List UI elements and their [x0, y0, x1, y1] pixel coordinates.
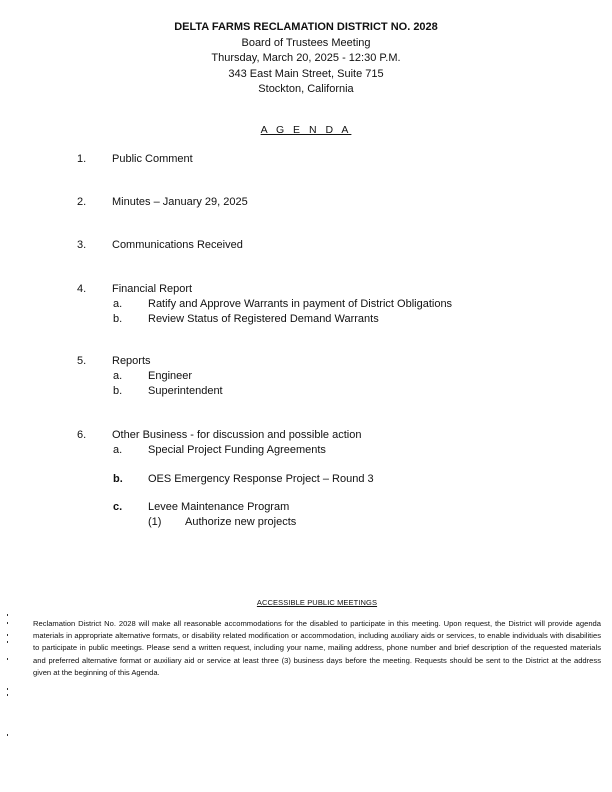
item-label: Other Business - for discussion and possible action [112, 429, 362, 441]
subitem-label: Engineer [148, 370, 193, 382]
item-number: 3. [77, 239, 87, 251]
margin-mark [7, 634, 8, 636]
subitem-label: OES Emergency Response Project – Round 3 [148, 473, 374, 485]
subitem-letter: b. [113, 313, 123, 325]
item-number: 1. [77, 153, 87, 165]
item-number: 5. [77, 355, 87, 367]
margin-mark [7, 614, 8, 616]
subitem-letter: b. [113, 385, 123, 397]
item-label: Communications Received [112, 239, 243, 251]
margin-mark [7, 641, 8, 643]
subitem-letter: b. [113, 473, 123, 485]
document-header [0, 20, 612, 98]
margin-mark [7, 694, 8, 696]
item-number: 2. [77, 196, 87, 208]
meeting-name: Board of Trustees Meeting [241, 36, 371, 49]
item-label: Reports [112, 355, 151, 367]
notice-heading: ACCESSIBLE PUBLIC MEETINGS [256, 598, 378, 607]
margin-mark [7, 734, 8, 736]
district-title: DELTA FARMS RECLAMATION DISTRICT NO. 2028 [174, 21, 438, 33]
meeting-city: Stockton, California [258, 83, 354, 95]
subitem-letter: a. [113, 444, 123, 456]
subitem-number: (1) [148, 516, 162, 528]
subitem-label: Superintendent [148, 385, 223, 397]
subitem-label: Special Project Funding Agreements [148, 444, 326, 456]
margin-mark [7, 658, 8, 660]
subitem-label: Authorize new projects [185, 516, 297, 528]
item-label: Minutes – January 29, 2025 [112, 196, 248, 208]
meeting-datetime: Thursday, March 20, 2025 - 12:30 P.M. [211, 52, 401, 64]
item-number: 4. [77, 283, 87, 295]
meeting-address: 343 East Main Street, Suite 715 [228, 67, 384, 80]
subitem-letter: c. [113, 501, 123, 513]
item-label: Financial Report [112, 283, 193, 295]
item-label: Public Comment [112, 153, 193, 165]
item-number: 6. [77, 429, 87, 441]
subitem-label: Levee Maintenance Program [148, 501, 290, 513]
subitem-label: Review Status of Registered Demand Warrants [148, 313, 379, 325]
margin-mark [7, 688, 8, 690]
notice-body: Reclamation District No. 2028 will make all reasonable accommodations for the disabled to participate in this meeting. Upon request, the District will provide agenda materials in appropriate alternative formats, or disability related modification or accommodation, including auxiliary aids or services, to enable individuals with disabilities to participate in public meetings. Please send a written request, including your name, mailing address, phone number and brief description of the requested materials and preferred alternative format or auxiliary aid or service at least three (3) business days before the meeting. Requests should be sent to the District at the address given at the beginning of this Agenda. [33, 619, 601, 677]
subitem-letter: a. [113, 298, 123, 310]
subitem-letter: a. [113, 370, 123, 382]
subitem-label: Ratify and Approve Warrants in payment of District Obligations [148, 298, 453, 310]
margin-mark [7, 622, 8, 624]
agenda-heading: A G E N D A [260, 124, 352, 136]
